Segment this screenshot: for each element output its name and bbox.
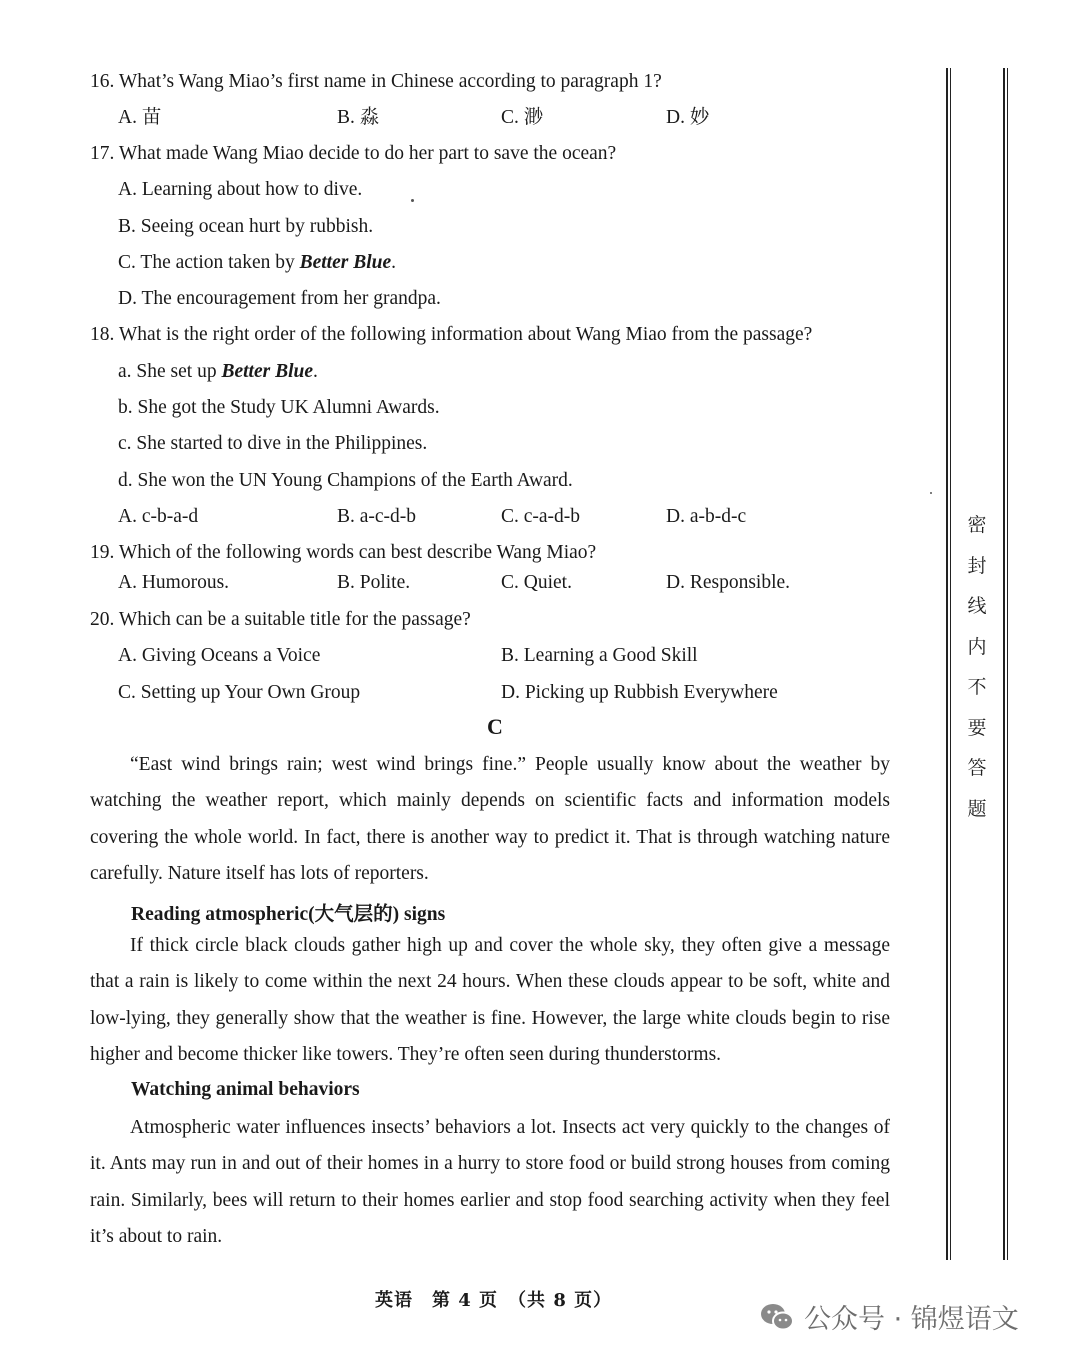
better-blue-name: Better Blue (299, 252, 392, 273)
question-19-stem: 19. Which of the following words can best describe Wang Miao? (90, 542, 597, 563)
q20-option-c: C. Setting up Your Own Group (118, 682, 361, 703)
page-footer: 英语 第 4 页 （共 8 页） (375, 1290, 613, 1311)
q19-option-b: B. Polite. (337, 572, 411, 593)
q17-option-a: A. Learning about how to dive. (118, 179, 363, 200)
q16-option-c: C. 渺 (501, 107, 544, 128)
seal-char: 线 (967, 595, 987, 617)
q18-option-d: D. a-b-d-c (666, 506, 747, 527)
seal-char: 要 (967, 716, 987, 739)
question-20-stem: 20. Which can be a suitable title for the passage? (90, 609, 471, 630)
scan-speck (930, 492, 932, 494)
q18-option-b: B. a-c-d-b (337, 506, 417, 527)
section-letter: C (487, 714, 503, 739)
seal-char: 封 (967, 554, 987, 577)
seal-char: 答 (967, 757, 987, 779)
passage-intro: “East wind brings rain; west wind brings fine.” People usually know about the weather by watching the weather report, which mainly depends on scientific facts and information models covering the whole world. In fact, there is another way to predict it. That is through watching nature carefully. Nature itself has lots of reporters. (90, 754, 890, 884)
question-18-stem: 18. What is the right order of the following information about Wang Miao from the passage? (90, 324, 813, 345)
q19-option-a: A. Humorous. (118, 572, 230, 593)
wechat-icon (760, 1302, 794, 1332)
passage-paragraph-clouds: If thick circle black clouds gather high up and cover the whole sky, they often give a message that a rain is likely to come within the next 24 hours. When these clouds appear to be soft, white and low-lying, they generally show that the weather is fine. However, the large white clouds begin to rise higher and become thicker like towers. They’re often seen during thunderstorms. (90, 935, 890, 1065)
q20-option-b: B. Learning a Good Skill (501, 645, 698, 666)
seal-line-right-inner (1007, 68, 1008, 1260)
seal-notice (962, 505, 992, 829)
better-blue-name: Better Blue (221, 361, 313, 382)
seal-line-left (946, 68, 948, 1260)
q18-item-c: c. She started to dive in the Philippines. (118, 433, 428, 454)
q18-option-c: C. c-a-d-b (501, 506, 581, 527)
passage-paragraph-insects: Atmospheric water influences insects’ behaviors a lot. Insects act very quickly to the changes of it. Ants may run in and out of their homes in a hurry to store food or build strong houses from coming rain. Similarly, bees will return to their homes earlier and stop food searching activity when they feel it’s about to rain. (90, 1117, 890, 1247)
q18-item-b: b. She got the Study UK Alumni Awards. (118, 397, 440, 418)
q17-option-b: B. Seeing ocean hurt by rubbish. (118, 216, 374, 237)
watermark-text: 公众号 · 锦煜语文 (804, 1304, 1019, 1335)
q17-option-d: D. The encouragement from her grandpa. (118, 288, 441, 309)
question-17-stem: 17. What made Wang Miao decide to do her part to save the ocean? (90, 143, 617, 164)
q18-option-a: A. c-b-a-d (118, 506, 199, 527)
question-16-stem: 16. What’s Wang Miao’s first name in Chinese according to paragraph 1? (90, 71, 662, 92)
seal-char: 不 (967, 676, 987, 698)
q16-option-d: D. 妙 (666, 107, 710, 128)
seal-line-left-inner (950, 68, 951, 1260)
watermark (760, 1297, 1019, 1336)
q18-item-d: d. She won the UN Young Champions of the Earth Award. (118, 470, 573, 491)
q19-option-d: D. Responsible. (666, 572, 791, 593)
subheading-atmospheric-signs: Reading atmospheric(大气层的) signs (131, 904, 446, 925)
seal-char: 内 (967, 635, 987, 658)
seal-char: 题 (967, 797, 987, 820)
seal-char: 密 (967, 514, 987, 536)
scan-speck (411, 199, 414, 202)
q16-option-b: B. 淼 (337, 107, 380, 128)
seal-line-right (1003, 68, 1005, 1260)
q20-option-a: A. Giving Oceans a Voice (118, 645, 321, 666)
q16-option-a: A. 苗 (118, 107, 162, 128)
q19-option-c: C. Quiet. (501, 572, 572, 593)
subheading-animal-behaviors: Watching animal behaviors (131, 1079, 360, 1100)
q18-item-a: a. She set up Better Blue. (118, 361, 318, 382)
q20-option-d: D. Picking up Rubbish Everywhere (501, 682, 778, 703)
q17-option-c: C. The action taken by Better Blue. (118, 252, 397, 273)
